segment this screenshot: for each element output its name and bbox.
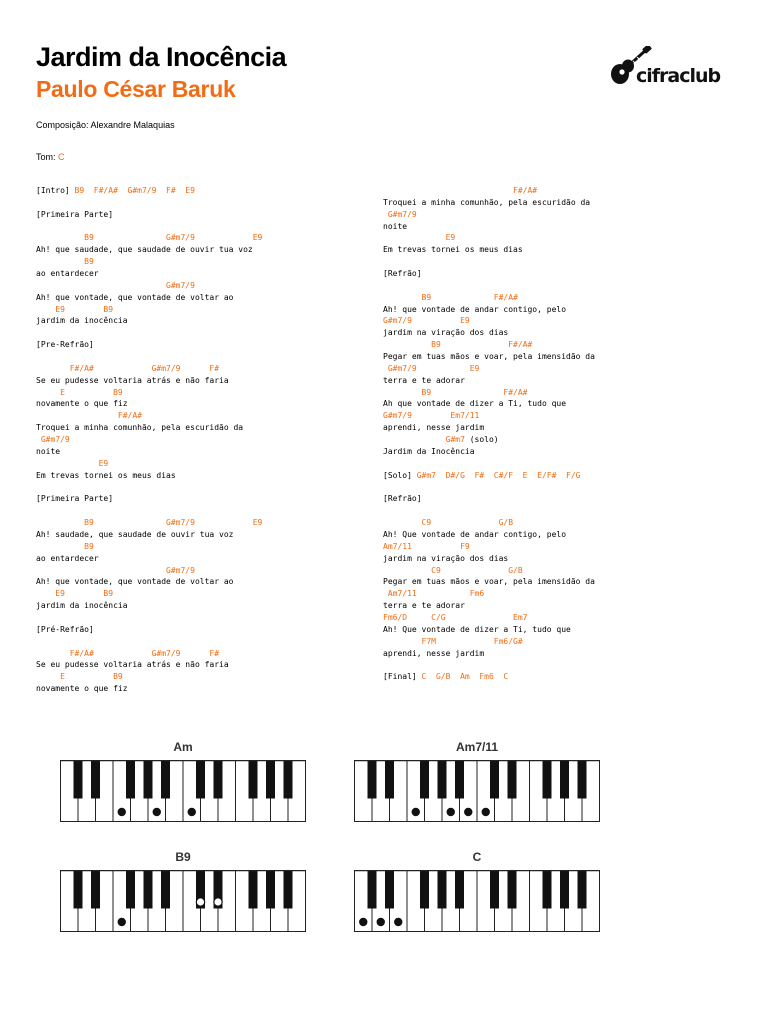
lyric-line: aprendi, nesse jardim bbox=[383, 423, 485, 433]
blank-line bbox=[36, 221, 262, 233]
lyric-line: Jardim da Inocência bbox=[383, 446, 475, 456]
lyric-line: Se eu pudesse voltaria atrás e não faria bbox=[36, 660, 229, 670]
chord-line[interactable]: G#m7/9 bbox=[36, 280, 195, 290]
chord-note-dot bbox=[482, 808, 490, 816]
chord-line[interactable]: Fm6/D C/G Em7 bbox=[383, 612, 528, 622]
chord-line[interactable]: G#m7/9 Em7/11 bbox=[383, 411, 480, 421]
lyric-line: terra e te adorar bbox=[383, 601, 465, 611]
piano-keyboard bbox=[60, 870, 306, 932]
chord-note-dot bbox=[153, 808, 161, 816]
chord-note-dot bbox=[359, 918, 367, 926]
chord-note-dot bbox=[412, 808, 420, 816]
section-label: [Primeira Parte] bbox=[36, 494, 114, 504]
piano-keyboard bbox=[60, 760, 306, 822]
chord-line[interactable]: B9 bbox=[36, 541, 94, 551]
chord-note-dot bbox=[214, 898, 222, 906]
chord-line[interactable]: G#m7/9 bbox=[36, 435, 70, 445]
chord-line[interactable]: B9 F#/A# bbox=[383, 387, 528, 397]
black-key bbox=[420, 761, 429, 799]
piano-diagram-c bbox=[354, 850, 600, 940]
lyric-line: Pegar em tuas mãos e voar, pela imensidão da bbox=[383, 352, 595, 362]
chord-line[interactable]: G#m7/9 E9 bbox=[383, 316, 470, 326]
chord-line[interactable]: E B9 bbox=[36, 387, 123, 397]
piano-diagram-b9 bbox=[60, 850, 306, 940]
lyric-line: jardim na viração dos dias bbox=[383, 328, 509, 338]
black-key bbox=[74, 871, 83, 909]
section-label: [Pre-Refrão] bbox=[36, 340, 94, 350]
chord-note-dot bbox=[377, 918, 385, 926]
chord-line[interactable]: B9 G#m7/9 E9 bbox=[36, 518, 263, 528]
lyric-line: Pegar em tuas mãos e voar, pela imensidão da bbox=[383, 577, 595, 587]
lyric-line: Em trevas tornei os meus dias bbox=[383, 245, 523, 255]
black-key bbox=[560, 761, 569, 799]
lyric-line: Ah! saudade, que saudade de ouvir tua voz bbox=[36, 529, 234, 539]
lyric-line: Ah! que vontade, que vontade de voltar ao bbox=[36, 577, 234, 587]
black-key bbox=[161, 871, 170, 909]
black-key bbox=[508, 761, 517, 799]
chord-line[interactable]: E9 bbox=[383, 233, 456, 243]
chord-line[interactable]: E9 bbox=[36, 458, 109, 468]
lyric-line: novamente o que fiz bbox=[36, 399, 128, 409]
black-key bbox=[284, 761, 293, 799]
chord-line[interactable]: Am7/11 Fm6 bbox=[383, 589, 485, 599]
piano-keyboard bbox=[354, 760, 600, 822]
lyric-line: Troquei a minha comunhão, pela escuridão da bbox=[383, 197, 591, 207]
black-key bbox=[490, 761, 499, 799]
section-chord-line bbox=[36, 185, 262, 197]
black-key bbox=[249, 871, 258, 909]
blank-line bbox=[383, 256, 595, 268]
chord-line[interactable]: F7M Fm6/G# bbox=[383, 636, 523, 646]
chord-note-dot bbox=[118, 918, 126, 926]
lyric-line: terra e te adorar bbox=[383, 375, 465, 385]
chord-line[interactable]: G#m7/9 E9 bbox=[383, 363, 480, 373]
section-chord-line bbox=[383, 434, 595, 446]
black-key bbox=[91, 761, 100, 799]
piano-diagram-am7-11 bbox=[354, 740, 600, 830]
blank-line bbox=[36, 327, 262, 339]
section-label: [Primeira Parte] bbox=[36, 209, 114, 219]
chord-line[interactable]: C9 G/B bbox=[383, 565, 523, 575]
black-key bbox=[420, 871, 429, 909]
artist-name[interactable]: Paulo César Baruk bbox=[36, 76, 236, 102]
section-label: [Pré-Refrão] bbox=[36, 624, 94, 634]
chord-line[interactable]: G#m7/9 bbox=[36, 565, 195, 575]
black-key bbox=[144, 761, 153, 799]
chord-note-dot bbox=[196, 898, 204, 906]
lyric-line: jardim da inocência bbox=[36, 601, 128, 611]
chord-line[interactable]: F#/A# bbox=[36, 411, 142, 421]
lyric-line: jardim da inocência bbox=[36, 316, 128, 326]
black-key bbox=[560, 871, 569, 909]
blank-line bbox=[36, 636, 262, 648]
tone-line bbox=[36, 152, 65, 162]
lyric-line: novamente o que fiz bbox=[36, 684, 128, 694]
black-key bbox=[266, 761, 275, 799]
chord-line[interactable]: F#/A# bbox=[383, 186, 538, 195]
lyric-line: Ah! Que vontade de dizer a Ti, tudo que bbox=[383, 624, 571, 634]
chord-line[interactable]: E9 B9 bbox=[36, 589, 114, 599]
diagram-chord-name: Am7/11 bbox=[455, 740, 499, 754]
section-label: [Final] bbox=[383, 672, 422, 682]
blank-line bbox=[383, 481, 595, 493]
chord-line[interactable]: B9 F#/A# bbox=[383, 292, 518, 302]
lyric-line: Ah! que vontade, que vontade de voltar ao bbox=[36, 292, 234, 302]
tone-label: Tom: bbox=[36, 152, 56, 162]
black-key bbox=[368, 871, 377, 909]
black-key bbox=[368, 761, 377, 799]
black-key bbox=[214, 761, 223, 799]
chord-line[interactable]: B9 G#m7/9 E9 bbox=[36, 233, 263, 243]
diagram-chord-name: C bbox=[472, 850, 482, 864]
chord-line[interactable]: E B9 bbox=[36, 672, 123, 682]
black-key bbox=[249, 761, 258, 799]
chord-sequence[interactable]: G#m7 D#/G F# C#/F E E/F# F/G bbox=[416, 470, 581, 480]
blank-line bbox=[36, 197, 262, 209]
lyric-line: Ah que vontade de dizer a Ti, tudo que bbox=[383, 399, 567, 409]
chord-note-dot bbox=[188, 808, 196, 816]
blank-line bbox=[383, 505, 595, 517]
composition-credit: Composição: Alexandre Malaquias bbox=[36, 120, 175, 130]
black-key bbox=[74, 761, 83, 799]
chord-sequence[interactable]: B9 F#/A# G#m7/9 F# E9 bbox=[74, 186, 195, 195]
section-label bbox=[383, 435, 446, 444]
chord-line[interactable]: F#/A# G#m7/9 F# bbox=[36, 363, 220, 373]
black-key bbox=[490, 871, 499, 909]
black-key bbox=[91, 871, 100, 909]
black-key bbox=[144, 871, 153, 909]
blank-line bbox=[383, 280, 595, 292]
lyric-line: ao entardecer bbox=[36, 269, 99, 279]
piano-diagram-am bbox=[60, 740, 306, 830]
chord-sheet-left-column bbox=[36, 185, 262, 695]
section-chord-line bbox=[383, 671, 595, 683]
lyric-line: Troquei a minha comunhão, pela escuridão da bbox=[36, 423, 244, 433]
black-key bbox=[455, 761, 464, 799]
black-key bbox=[196, 761, 205, 799]
chord-note-dot bbox=[118, 808, 126, 816]
black-key bbox=[284, 871, 293, 909]
logo-text: cifraclub bbox=[636, 65, 721, 87]
section-label: [Refrão] bbox=[383, 494, 422, 504]
blank-line bbox=[36, 612, 262, 624]
black-key bbox=[578, 761, 587, 799]
section-label: [Solo] bbox=[383, 470, 417, 480]
black-key bbox=[266, 871, 275, 909]
blank-line bbox=[36, 505, 262, 517]
chord-sequence[interactable]: G#m7 bbox=[445, 435, 465, 445]
chord-note-dot bbox=[394, 918, 402, 926]
black-key bbox=[126, 761, 135, 799]
lyric-line: jardim na viração dos dias bbox=[383, 553, 509, 563]
black-key bbox=[543, 761, 552, 799]
blank-line bbox=[36, 351, 262, 363]
lyric-line: ao entardecer bbox=[36, 553, 99, 563]
black-key bbox=[126, 871, 135, 909]
cifraclub-logo[interactable] bbox=[606, 46, 726, 92]
lyric-line: Se eu pudesse voltaria atrás e não faria bbox=[36, 375, 229, 385]
chord-line[interactable]: B9 F#/A# bbox=[383, 340, 533, 350]
section-chord-line bbox=[383, 470, 595, 482]
section-label: (solo) bbox=[464, 435, 499, 445]
tone-value[interactable]: C bbox=[58, 152, 65, 162]
black-key bbox=[385, 871, 394, 909]
chord-sequence[interactable]: C G/B Am Fm6 C bbox=[421, 672, 509, 682]
black-key bbox=[455, 871, 464, 909]
blank-line bbox=[383, 659, 595, 671]
lyric-line: Ah! que saudade, que saudade de ouvir tua voz bbox=[36, 245, 253, 255]
diagram-chord-name: Am bbox=[173, 740, 193, 754]
piano-keyboard bbox=[354, 870, 600, 932]
black-key bbox=[543, 871, 552, 909]
black-key bbox=[508, 871, 517, 909]
blank-line bbox=[383, 458, 595, 470]
chord-line[interactable]: B9 bbox=[36, 257, 94, 267]
lyric-line: noite bbox=[383, 221, 408, 231]
lyric-line: Ah! que vontade de andar contigo, pelo bbox=[383, 304, 567, 314]
song-title: Jardim da Inocência bbox=[36, 42, 287, 72]
chord-note-dot bbox=[447, 808, 455, 816]
chord-line[interactable]: G#m7/9 bbox=[383, 209, 417, 219]
chord-line[interactable]: F#/A# G#m7/9 F# bbox=[36, 648, 220, 658]
black-key bbox=[438, 761, 447, 799]
lyric-line: noite bbox=[36, 446, 61, 456]
lyric-line: Em trevas tornei os meus dias bbox=[36, 470, 176, 480]
section-label: [Intro] bbox=[36, 186, 75, 195]
lyric-line: aprendi, nesse jardim bbox=[383, 648, 485, 658]
chord-note-dot bbox=[464, 808, 472, 816]
blank-line bbox=[36, 481, 262, 493]
chord-line[interactable]: E9 B9 bbox=[36, 304, 114, 314]
chord-line[interactable]: Am7/11 F9 bbox=[383, 541, 470, 551]
black-key bbox=[161, 761, 170, 799]
chord-sheet-right-column bbox=[383, 185, 595, 683]
diagram-chord-name: B9 bbox=[175, 850, 191, 864]
black-key bbox=[438, 871, 447, 909]
black-key bbox=[578, 871, 587, 909]
chord-line[interactable]: C9 G/B bbox=[383, 518, 514, 528]
lyric-line: Ah! Que vontade de andar contigo, pelo bbox=[383, 529, 567, 539]
section-label: [Refrão] bbox=[383, 269, 422, 279]
black-key bbox=[385, 761, 394, 799]
